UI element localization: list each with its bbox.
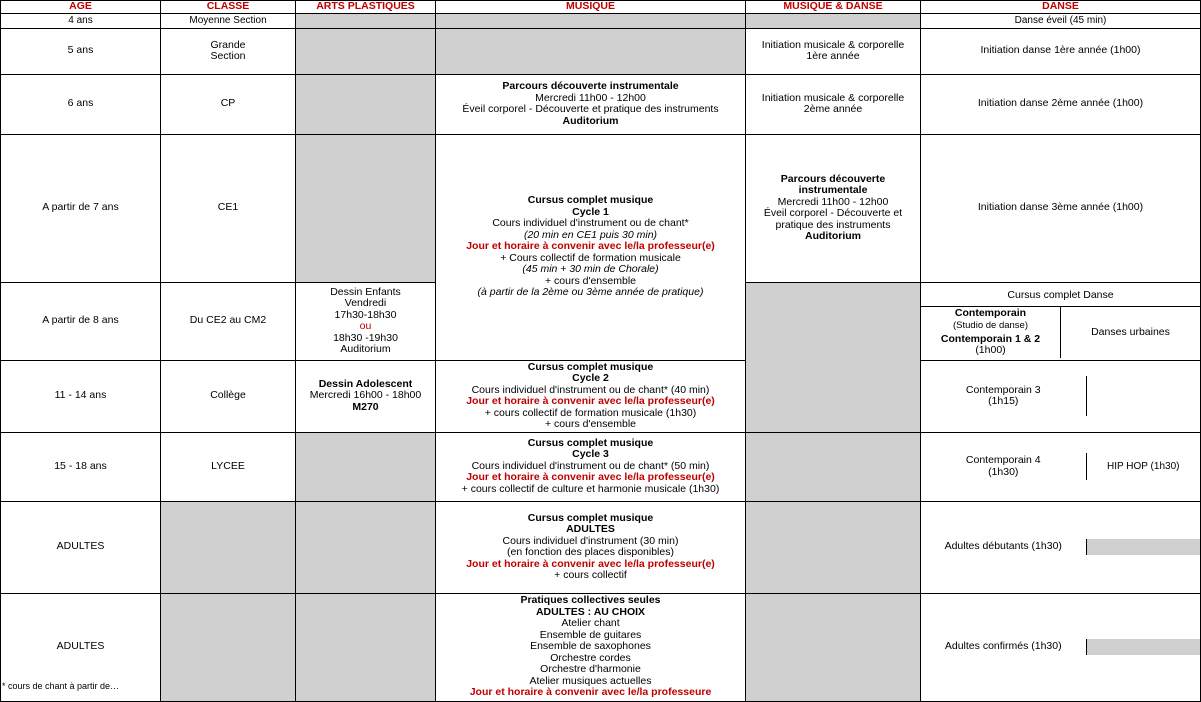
musique-line-6: + cours d'ensemble <box>544 418 636 430</box>
musique-line-4: Auditorium <box>562 114 619 127</box>
musique-line-3: Cours individuel d'instrument ou de chant* (40 min) <box>471 383 710 396</box>
cell-age-adultes-1: ADULTES <box>1 501 161 593</box>
cell-musique-cursus-cycle2 <box>436 360 746 432</box>
danse-line-2: (1h30) <box>988 465 1019 478</box>
musique-line-6: + Cours collectif de formation musicale <box>500 251 681 264</box>
cell-classe-college: Collège <box>161 360 296 432</box>
cell-initiation-danse-1: Initiation danse 1ère année (1h00) <box>921 28 1201 74</box>
table-row <box>1 501 1201 593</box>
danse-sub1-line-4: (1h00) <box>975 344 1006 356</box>
musique-line-1: Cursus complet musique <box>527 436 654 449</box>
footnote: * cours de chant à partir de… <box>2 681 120 691</box>
cell-initiation-musicale-2 <box>746 74 921 134</box>
cell-musique-parcours-decouverte <box>436 74 746 134</box>
danse-sub1-line-1: Contemporain <box>954 307 1027 319</box>
table-row <box>1 14 1201 29</box>
danse-contemporain-4 <box>921 453 1086 480</box>
musique-line-5: + cours collectif de culture et harmonie musicale (1h30) <box>461 482 720 495</box>
cell-age-6ans: 6 ans <box>1 74 161 134</box>
cell-musique-cursus-adultes <box>436 501 746 593</box>
cell-age-7ans: A partir de 7 ans <box>1 134 161 282</box>
table-row <box>1 28 1201 74</box>
md-line-2: Mercredi 11h00 - 12h00 <box>777 195 889 208</box>
column-header-danse: DANSE <box>921 1 1201 14</box>
cell-musique-empty-r2 <box>436 28 746 74</box>
md-line-2: 1ère année <box>806 50 860 62</box>
musique-line-5: Jour et horaire à convenir avec le/la professeur(e) <box>466 240 715 253</box>
md-line-1: Initiation musicale & corporelle <box>761 38 905 51</box>
column-header-arts-plastiques: ARTS PLASTIQUES <box>296 1 436 14</box>
danse-contemporain-1-2 <box>921 307 1061 358</box>
musique-line-2: Cycle 1 <box>572 205 609 218</box>
md-line-1: Initiation musicale & corporelle <box>761 91 905 104</box>
musique-line-7: Orchestre d'harmonie <box>540 663 641 676</box>
table-row <box>1 134 1201 282</box>
md-line-3: Éveil corporel - Découverte et <box>763 207 903 219</box>
musique-line-1: Cursus complet musique <box>527 511 654 524</box>
musique-line-5: Jour et horaire à convenir avec le/la professeur(e) <box>466 557 715 570</box>
musique-line-4: (20 min en CE1 puis 30 min) <box>523 228 658 241</box>
musique-line-3: Atelier chant <box>561 617 620 630</box>
cell-initiation-danse-2: Initiation danse 2ème année (1h00) <box>921 74 1201 134</box>
danse-danses-urbaines: Danses urbaines <box>1091 325 1170 338</box>
cell-musique-danse-empty-r5 <box>746 282 921 432</box>
cell-musique-danse-empty-r7 <box>746 432 921 501</box>
column-header-classe: CLASSE <box>161 1 296 14</box>
table-header-row <box>1 1 1201 14</box>
musique-line-1: Cursus complet musique <box>527 194 654 207</box>
danse-hiphop: HIP HOP (1h30) <box>1107 460 1180 472</box>
musique-line-8: + cours d'ensemble <box>544 274 636 287</box>
musique-line-3: Cours individuel d'instrument ou de chant* <box>492 217 689 230</box>
cell-classe-empty-r9 <box>161 593 296 701</box>
musique-line-2: Cycle 3 <box>572 448 609 461</box>
cell-classe-ce2-cm2: Du CE2 au CM2 <box>161 282 296 360</box>
classe-line-1: Grande <box>210 38 246 51</box>
musique-line-1: Parcours découverte instrumentale <box>502 80 679 92</box>
cell-initiation-musicale-1 <box>746 28 921 74</box>
cell-arts-empty-r7 <box>296 432 436 501</box>
cell-classe-moyenne-section: Moyenne Section <box>161 14 296 29</box>
musique-line-2: Mercredi 11h00 - 12h00 <box>535 91 646 104</box>
cell-danse-adultes-debutants-block <box>921 501 1201 593</box>
cell-musique-danse-empty-r1 <box>746 14 921 29</box>
cell-musique-danse-parcours <box>746 134 921 282</box>
arts-line-6: Auditorium <box>340 343 391 355</box>
musique-line-6: Orchestre cordes <box>550 651 631 664</box>
danse-line-2: (1h15) <box>988 395 1019 407</box>
arts-line-1: Dessin Enfants <box>330 285 401 298</box>
musique-line-7: (45 min + 30 min de Chorale) <box>522 263 659 276</box>
danse-contemporain-3 <box>921 376 1086 416</box>
cell-arts-empty-r8 <box>296 501 436 593</box>
danse-sub1-line-3: Contemporain 1 & 2 <box>940 332 1041 345</box>
cell-arts-empty-r1 <box>296 14 436 29</box>
cell-arts-dessin-enfants <box>296 282 436 360</box>
arts-line-5: 18h30 -19h30 <box>333 331 398 344</box>
musique-line-3: Éveil corporel - Découverte et pratique des instruments <box>462 103 719 115</box>
cell-age-11-14: 11 - 14 ans <box>1 360 161 432</box>
musique-line-9: (à partir de la 2ème ou 3ème année de pratique) <box>477 286 704 299</box>
musique-line-9: Jour et horaire à convenir avec le/la professeure <box>469 686 712 699</box>
musique-line-2: ADULTES : AU CHOIX <box>535 605 646 618</box>
cell-danse-contemporain-4-block <box>921 432 1201 501</box>
danse-hiphop-spacer <box>1086 376 1200 416</box>
danse-adultes-confirmes: Adultes confirmés (1h30) <box>921 639 1086 655</box>
danse-cursus-title: Cursus complet Danse <box>921 285 1200 307</box>
cell-classe-lycee: LYCEE <box>161 432 296 501</box>
md-line-1: Parcours découverte instrumentale <box>780 172 886 196</box>
musique-line-3: Cours individuel d'instrument (30 min) <box>502 534 679 547</box>
cell-age-8ans: A partir de 8 ans <box>1 282 161 360</box>
danse-empty-right-r9 <box>1086 639 1200 655</box>
cell-arts-empty-r4 <box>296 134 436 282</box>
musique-line-5: Ensemble de saxophones <box>530 640 651 653</box>
classe-line-2: Section <box>210 50 246 62</box>
arts-line-3: 17h30-18h30 <box>334 308 397 321</box>
cell-age-adultes-2: ADULTES <box>1 593 161 701</box>
musique-line-2: ADULTES <box>566 523 615 535</box>
arts-line-2: Mercredi 16h00 - 18h00 <box>309 389 422 402</box>
md-line-4: pratique des instruments <box>775 218 891 231</box>
musique-line-4: Jour et horaire à convenir avec le/la professeur(e) <box>466 471 715 484</box>
cell-musique-cursus-cycle3 <box>436 432 746 501</box>
table-row <box>1 74 1201 134</box>
musique-line-8: Atelier musiques actuelles <box>529 674 652 687</box>
cell-arts-empty-r2 <box>296 28 436 74</box>
arts-line-4: ou <box>359 320 372 332</box>
musique-line-1: Cursus complet musique <box>527 360 654 373</box>
cell-arts-empty-r9 <box>296 593 436 701</box>
musique-line-2: Cycle 2 <box>572 372 609 384</box>
musique-line-4: (en fonction des places disponibles) <box>507 546 674 558</box>
musique-line-4: Ensemble de guitares <box>539 628 642 641</box>
danse-line-1: Contemporain 4 <box>965 454 1041 466</box>
table-row <box>1 360 1201 432</box>
cell-arts-empty-r3 <box>296 74 436 134</box>
danse-adultes-debutants: Adultes débutants (1h30) <box>921 539 1086 555</box>
cell-danse-eveil: Danse éveil (45 min) <box>921 14 1201 29</box>
musique-line-4: Jour et horaire à convenir avec le/la professeur(e) <box>466 395 715 407</box>
cell-initiation-danse-3: Initiation danse 3ème année (1h00) <box>921 134 1201 282</box>
cell-classe-empty-r8 <box>161 501 296 593</box>
table-row <box>1 593 1201 701</box>
cell-age-4ans: 4 ans <box>1 14 161 29</box>
musique-line-5: + cours collectif de formation musicale (1h30) <box>484 406 697 419</box>
column-header-age: AGE <box>1 1 161 14</box>
md-line-5: Auditorium <box>805 230 861 242</box>
cell-danse-cursus-complet-block <box>921 282 1201 360</box>
cell-classe-cp: CP <box>161 74 296 134</box>
cell-age-15-18: 15 - 18 ans <box>1 432 161 501</box>
cell-classe-grande-section <box>161 28 296 74</box>
cell-classe-ce1: CE1 <box>161 134 296 282</box>
danse-empty-right-r8 <box>1086 539 1200 555</box>
cell-danse-contemporain-3-block <box>921 360 1201 432</box>
musique-line-3: Cours individuel d'instrument ou de chant* (50 min) <box>471 459 710 472</box>
danse-sub1-line-2: (Studio de danse) <box>953 319 1028 331</box>
cell-musique-danse-empty-r9 <box>746 593 921 701</box>
cell-musique-danse-empty-r8 <box>746 501 921 593</box>
arts-line-2: Vendredi <box>344 297 387 309</box>
column-header-musique-danse: MUSIQUE & DANSE <box>746 1 921 14</box>
arts-line-3: M270 <box>352 400 379 413</box>
cell-arts-dessin-adolescent <box>296 360 436 432</box>
arts-line-1: Dessin Adolescent <box>318 377 413 390</box>
musique-line-1: Pratiques collectives seules <box>520 594 661 607</box>
danse-line-1: Contemporain 3 <box>965 383 1041 396</box>
column-header-musique: MUSIQUE <box>436 1 746 14</box>
cell-musique-cursus-cycle1 <box>436 134 746 360</box>
cell-musique-pratiques-collectives <box>436 593 746 701</box>
musique-line-6: + cours collectif <box>554 569 627 581</box>
md-line-2: 2ème année <box>803 103 863 115</box>
cell-age-5ans: 5 ans <box>1 28 161 74</box>
cell-danse-adultes-confirmes-block <box>921 593 1201 701</box>
cell-musique-empty-r1 <box>436 14 746 29</box>
table-row <box>1 432 1201 501</box>
